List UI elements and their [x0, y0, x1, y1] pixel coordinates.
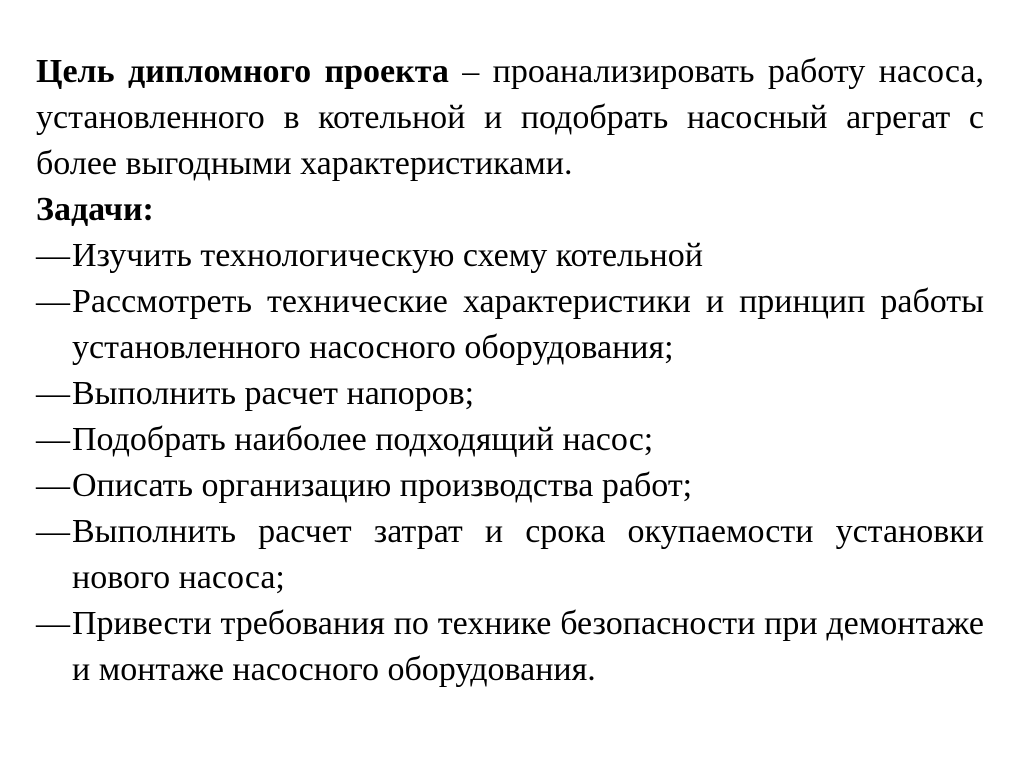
task-item — [36, 509, 984, 601]
task-text: Изучить технологическую схему котельной — [72, 237, 703, 274]
dash-bullet: — — [36, 605, 70, 642]
task-text: Выполнить расчет затрат и срока окупаемости установки нового насоса; — [72, 513, 984, 596]
goal-paragraph — [36, 49, 984, 187]
task-item — [36, 279, 984, 371]
tasks-heading: Задачи: — [36, 191, 154, 228]
goal-title: Цель дипломного проекта — [36, 53, 449, 90]
dash-bullet: — — [36, 421, 70, 458]
task-item — [36, 371, 984, 417]
task-list — [36, 233, 984, 693]
task-item — [36, 233, 984, 279]
dash-bullet: — — [36, 467, 70, 504]
dash-bullet: — — [36, 237, 70, 274]
task-text: Выполнить расчет напоров; — [72, 375, 475, 412]
goal-text: проанализировать работу насоса, установленного в котельной и подобрать насосный агрегат с более выгодными характеристиками. — [36, 53, 984, 182]
dash-bullet: — — [36, 283, 70, 320]
task-text: Описать организацию производства работ; — [72, 467, 693, 504]
task-text: Привести требования по технике безопасности при демонтаже и монтаже насосного оборудования. — [72, 605, 984, 688]
task-text: Подобрать наиболее подходящий насос; — [72, 421, 654, 458]
dash-bullet: — — [36, 513, 70, 550]
task-text: Рассмотреть технические характеристики и принцип работы установленного насосного оборудования; — [72, 283, 984, 366]
dash-bullet: — — [36, 375, 70, 412]
task-item — [36, 417, 984, 463]
task-item — [36, 463, 984, 509]
task-item — [36, 601, 984, 693]
goal-separator: – — [448, 53, 493, 90]
